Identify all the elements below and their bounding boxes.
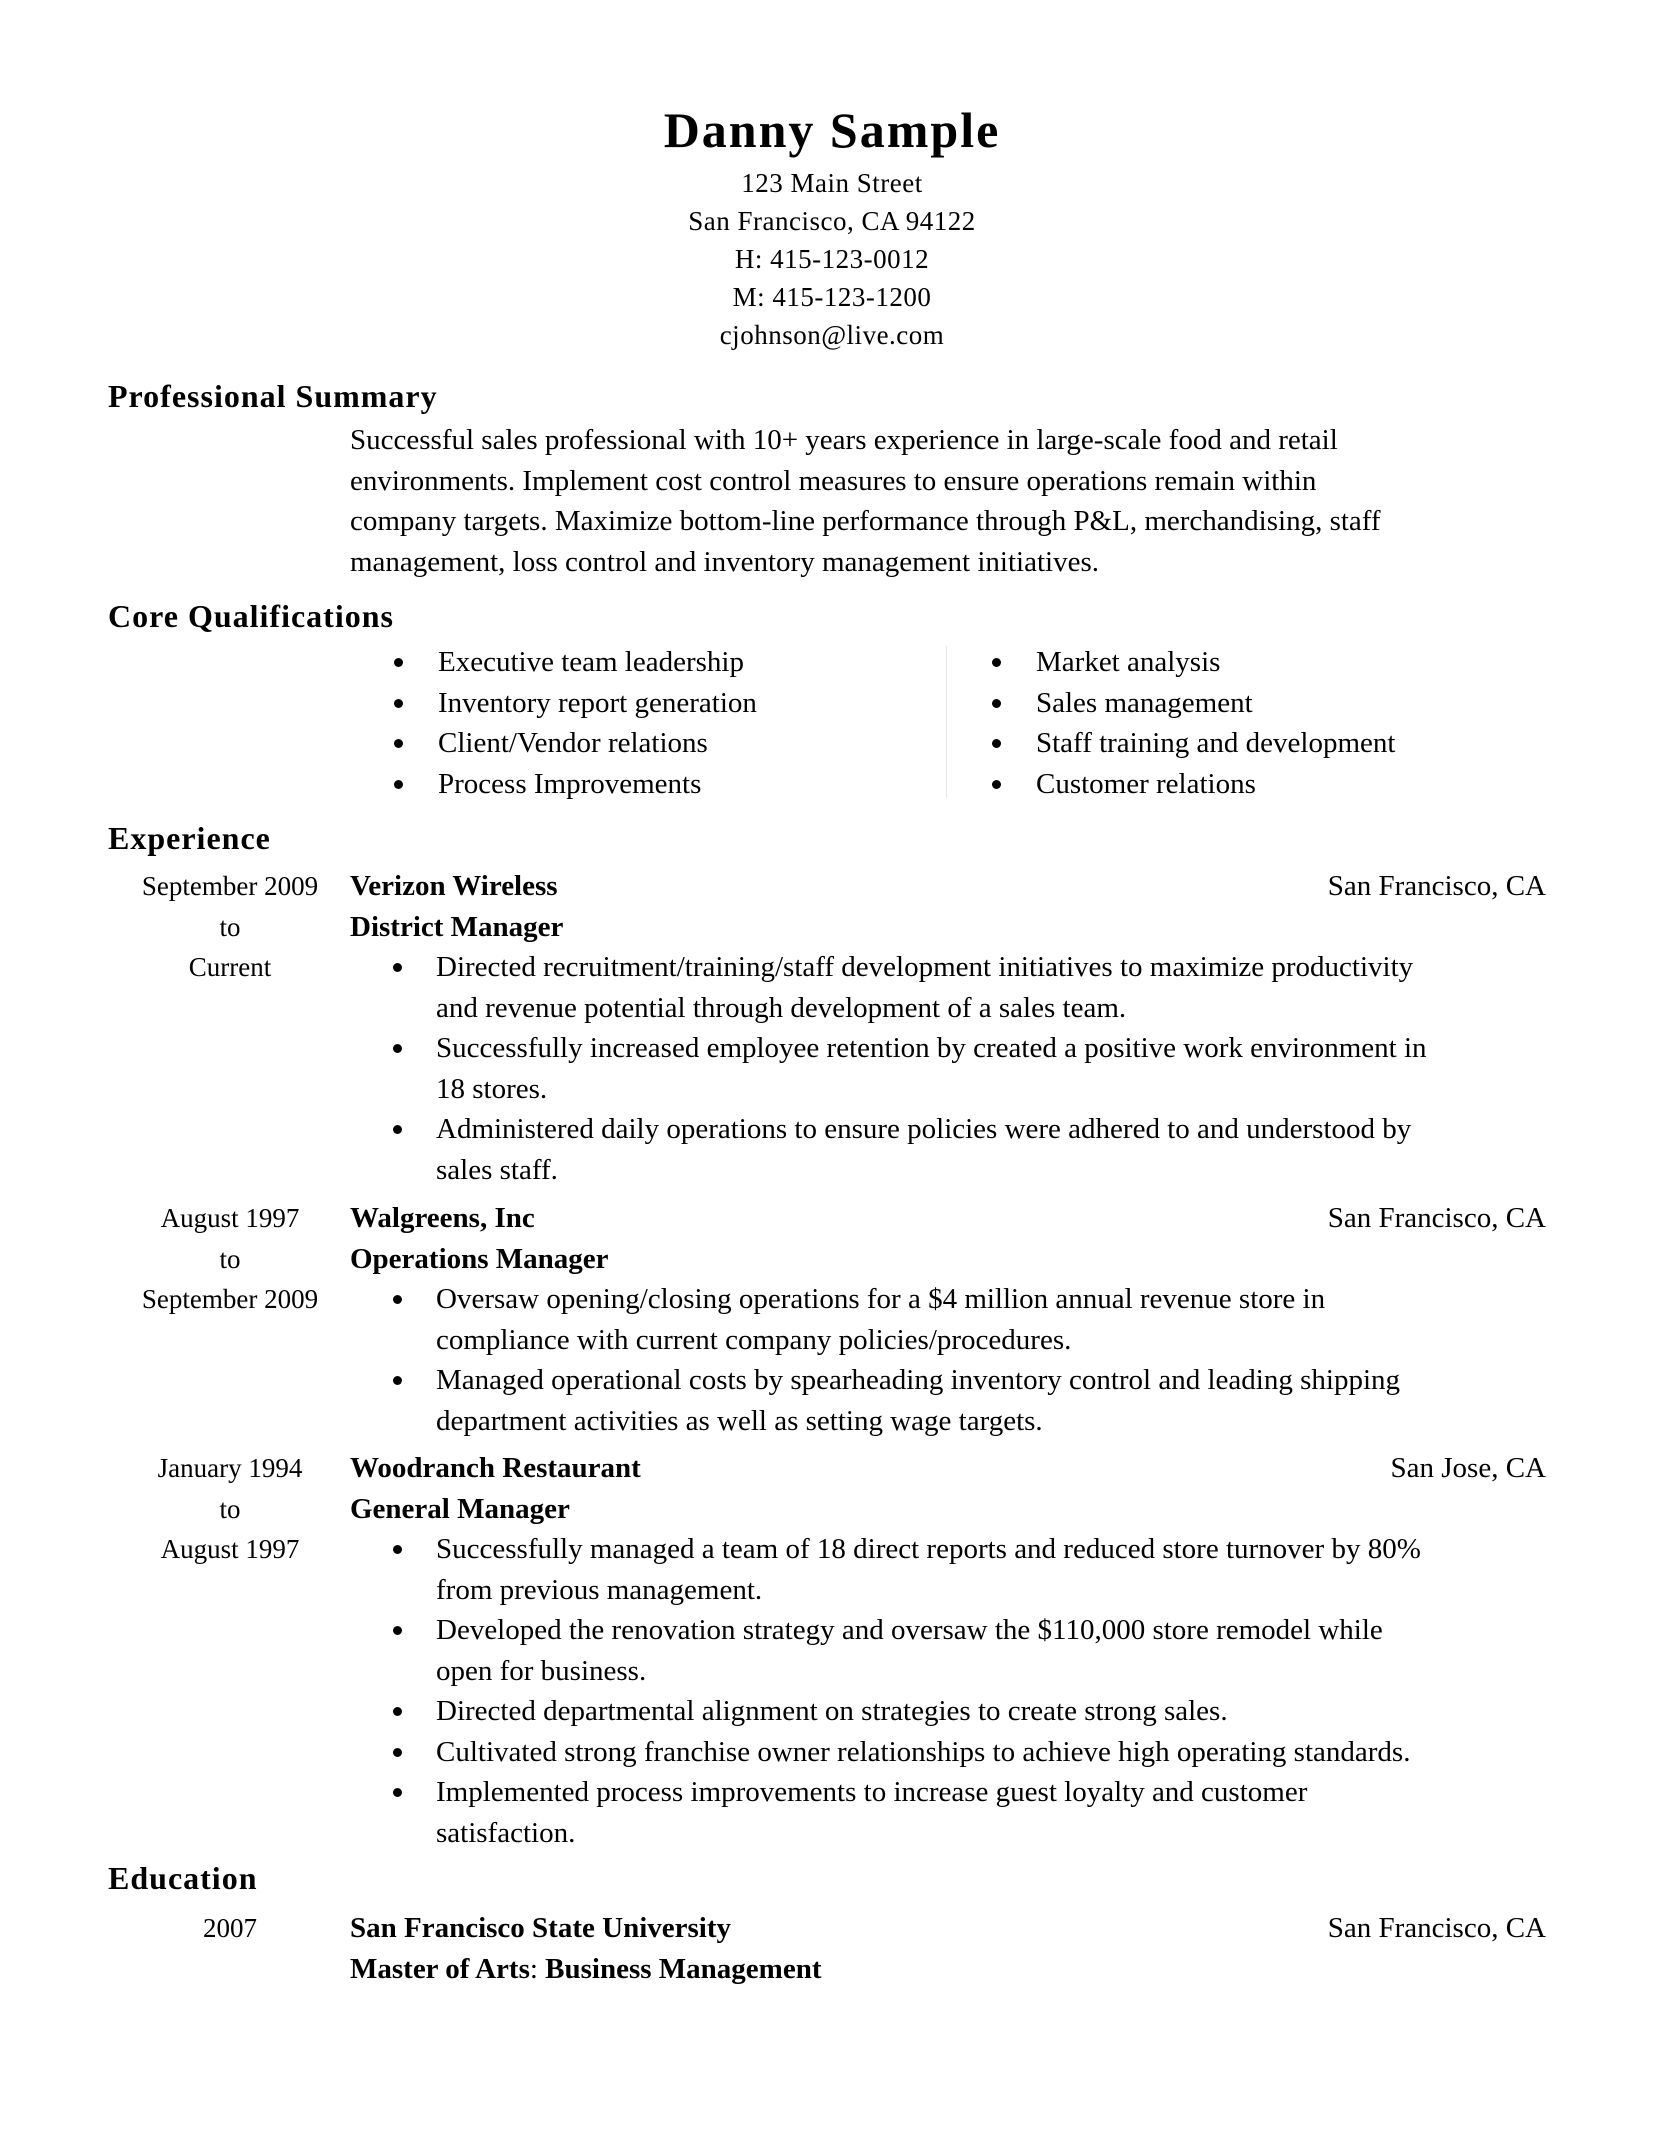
- candidate-name: Danny Sample: [663, 102, 1001, 158]
- bullet-icon: [393, 1044, 402, 1053]
- bullet-line: 18 stores.: [436, 1072, 548, 1105]
- bullet-icon: [393, 1748, 402, 1757]
- job-location: San Jose, CA: [1390, 1452, 1546, 1484]
- bullet-line: Managed operational costs by spearheading inventory control and leading shipping: [436, 1364, 1400, 1396]
- job-date-separator: to: [219, 1493, 241, 1524]
- qualification-item: [394, 683, 757, 724]
- job-date-end: September 2009: [141, 1284, 319, 1314]
- education-header: [350, 1908, 1546, 1949]
- degree-name: Master of Arts: [350, 1952, 530, 1985]
- company-name: Walgreens, Inc: [350, 1202, 535, 1234]
- job-bullet: [350, 1610, 1546, 1691]
- job-header: [350, 1198, 1546, 1239]
- bullet-icon: [394, 699, 403, 708]
- bullet-icon: [992, 739, 1001, 748]
- job-bullet: [350, 1691, 1546, 1732]
- job-date-separator: to: [219, 911, 241, 942]
- bullet-line: Cultivated strong franchise owner relationships to achieve high operating standards.: [436, 1735, 1411, 1768]
- education-details: [350, 1908, 1546, 1989]
- job-header: [350, 1448, 1546, 1489]
- column-divider: [946, 646, 947, 798]
- qualification-label: Executive team leadership: [438, 646, 744, 678]
- bullet-icon: [394, 780, 403, 789]
- bullet-line: Developed the renovation strategy and oversaw the $110,000 store remodel while: [436, 1614, 1383, 1646]
- job-title: General Manager: [350, 1492, 570, 1525]
- job-title: Operations Manager: [350, 1242, 609, 1275]
- qualification-label: Client/Vendor relations: [438, 727, 708, 759]
- bullet-line: Administered daily operations to ensure policies were adhered to and understood by: [436, 1113, 1412, 1145]
- bullet-line: sales staff.: [436, 1153, 558, 1186]
- qualification-label: Market analysis: [1036, 646, 1221, 678]
- job-bullet: [350, 1028, 1546, 1109]
- qualification-item: [394, 764, 757, 805]
- bullet-icon: [393, 1545, 402, 1554]
- job-header: [350, 866, 1546, 907]
- job-dates: [110, 866, 350, 988]
- job-bullets: [350, 1529, 1546, 1853]
- home-phone: H: 415-123-0012: [734, 244, 930, 274]
- job-date-start: January 1994: [157, 1453, 303, 1483]
- school-location: San Francisco, CA: [1327, 1912, 1546, 1944]
- job-bullet: [350, 1529, 1546, 1610]
- job-date-end: Current: [188, 952, 272, 982]
- degree: [350, 1949, 1546, 1990]
- qualifications-column-left: [394, 642, 757, 804]
- bullet-line: open for business.: [436, 1654, 647, 1687]
- job-bullet: [350, 1732, 1546, 1773]
- summary-line: management, loss control and inventory management initiatives.: [350, 545, 1099, 578]
- qualification-item: [992, 723, 1395, 764]
- job-location: San Francisco, CA: [1327, 870, 1546, 902]
- qualification-label: Process Improvements: [438, 767, 702, 800]
- bullet-line: and revenue potential through development of a sales team.: [436, 991, 1127, 1024]
- job-bullet: [350, 1279, 1546, 1360]
- qualification-label: Staff training and development: [1036, 727, 1396, 759]
- section-title-education: Education: [108, 1860, 258, 1896]
- job-dates: [110, 1448, 350, 1570]
- qualification-label: Customer relations: [1036, 767, 1256, 800]
- qualification-item: [394, 642, 757, 683]
- email-address: cjohnson@live.com: [719, 320, 945, 350]
- summary-line: company targets. Maximize bottom-line performance through P&L, merchandising, staff: [350, 505, 1381, 537]
- bullet-icon: [394, 658, 403, 667]
- job-details: [350, 1198, 1546, 1441]
- job-details: [350, 866, 1546, 1190]
- bullet-line: Implemented process improvements to increase guest loyalty and customer: [436, 1776, 1308, 1808]
- school-name: San Francisco State University: [350, 1912, 731, 1944]
- job-bullet: [350, 1109, 1546, 1190]
- education-year: 2007: [203, 1913, 257, 1943]
- section-title-qualifications: Core Qualifications: [108, 598, 394, 634]
- qualification-label: Sales management: [1036, 686, 1253, 719]
- qualification-label: Inventory report generation: [438, 686, 757, 719]
- degree-field: Business Management: [545, 1952, 822, 1985]
- job-date-separator: to: [219, 1243, 241, 1274]
- job-bullet: [350, 947, 1546, 1028]
- job-bullet: [350, 1360, 1546, 1441]
- job-bullets: [350, 1279, 1546, 1441]
- section-title-summary: Professional Summary: [108, 378, 438, 414]
- bullet-icon: [992, 780, 1001, 789]
- bullet-icon: [992, 699, 1001, 708]
- mobile-phone: M: 415-123-1200: [732, 282, 932, 312]
- city-state-zip: San Francisco, CA 94122: [688, 206, 976, 236]
- bullet-icon: [393, 1125, 402, 1134]
- job-title: District Manager: [350, 910, 564, 943]
- qualifications-column-right: [992, 642, 1395, 804]
- job-date-start: September 2009: [141, 871, 319, 901]
- section-title-experience: Experience: [108, 820, 271, 856]
- job-date-end: August 1997: [160, 1534, 300, 1564]
- bullet-line: from previous management.: [436, 1573, 763, 1606]
- job-location: San Francisco, CA: [1327, 1202, 1546, 1234]
- company-name: Woodranch Restaurant: [350, 1452, 641, 1484]
- bullet-line: Directed recruitment/training/staff development initiatives to maximize productivity: [436, 951, 1414, 983]
- bullet-icon: [393, 1707, 402, 1716]
- qualification-item: [394, 723, 757, 764]
- job-date-start: August 1997: [160, 1203, 300, 1233]
- bullet-line: Oversaw opening/closing operations for a $4 million annual revenue store in: [436, 1283, 1326, 1315]
- bullet-icon: [393, 963, 402, 972]
- job-details: [350, 1448, 1546, 1853]
- bullet-icon: [393, 1626, 402, 1635]
- job-dates: [110, 1198, 350, 1320]
- job-bullet: [350, 1772, 1546, 1853]
- bullet-icon: [393, 1376, 402, 1385]
- qualification-item: [992, 642, 1395, 683]
- bullet-icon: [992, 658, 1001, 667]
- resume-header: [0, 100, 1664, 354]
- street-address: 123 Main Street: [741, 168, 923, 198]
- summary-line: Successful sales professional with 10+ years experience in large-scale food and retail: [350, 424, 1338, 456]
- bullet-line: department activities as well as setting wage targets.: [436, 1404, 1043, 1437]
- summary-line: environments. Implement cost control measures to ensure operations remain within: [350, 464, 1317, 497]
- bullet-line: satisfaction.: [436, 1816, 576, 1849]
- bullet-line: Successfully increased employee retention by created a positive work environment in: [436, 1032, 1427, 1064]
- bullet-icon: [393, 1295, 402, 1304]
- summary-text: [350, 420, 1550, 582]
- bullet-line: compliance with current company policies/procedures.: [436, 1323, 1072, 1356]
- company-name: Verizon Wireless: [350, 870, 558, 902]
- qualification-item: [992, 764, 1395, 805]
- job-bullets: [350, 947, 1546, 1190]
- bullet-line: Successfully managed a team of 18 direct reports and reduced store turnover by 80%: [436, 1533, 1421, 1565]
- degree-separator: :: [529, 1952, 538, 1985]
- qualification-item: [992, 683, 1395, 724]
- bullet-icon: [394, 739, 403, 748]
- bullet-line: Directed departmental alignment on strategies to create strong sales.: [436, 1695, 1228, 1727]
- bullet-icon: [393, 1788, 402, 1797]
